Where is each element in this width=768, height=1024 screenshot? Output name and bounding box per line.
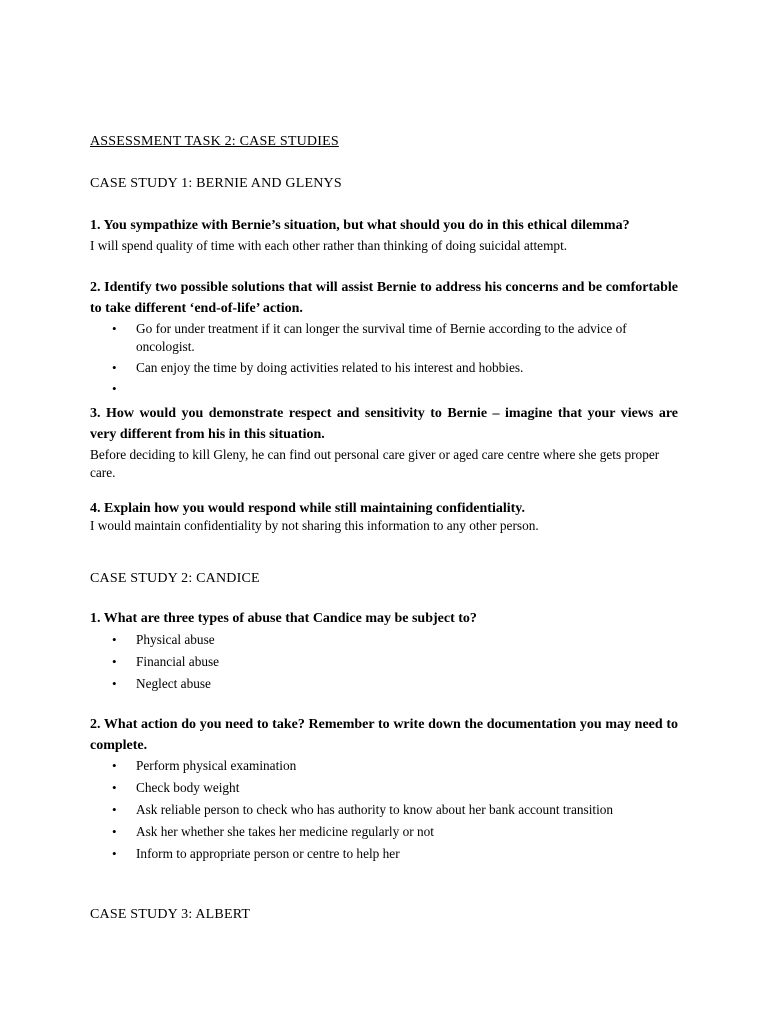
document-title: ASSESSMENT TASK 2: CASE STUDIES <box>90 134 339 149</box>
case1-q2-bullet-list <box>90 320 678 396</box>
list-item: • Perform physical examination <box>112 758 297 773</box>
case-study-3-heading: CASE STUDY 3: ALBERT <box>90 907 251 922</box>
bullet-icon: • <box>112 824 117 839</box>
bullet-icon: • <box>112 676 117 691</box>
case2-question-1: 1. What are three types of abuse that Candice may be subject to? <box>90 611 477 626</box>
bullet-icon: • <box>112 758 117 773</box>
list-item: • Check body weight <box>112 780 240 795</box>
case2-q2-bullet-list <box>90 757 690 863</box>
case2-question-2: 2. What action do you need to take? Remember to write down the documentation you may need to complete. <box>90 717 678 753</box>
case1-question-3: 3. How would you demonstrate respect and sensitivity to Bernie – imagine that your views are very different from his in this situation. <box>90 406 678 442</box>
list-item: • Financial abuse <box>112 654 220 669</box>
case2-q1-bullet-list <box>90 631 690 693</box>
bullet-icon: • <box>112 360 117 375</box>
case1-question-4: 4. Explain how you would respond while still maintaining confidentiality. <box>90 501 526 516</box>
bullet-icon: • <box>112 780 117 795</box>
bullet-icon: • <box>112 381 117 396</box>
case1-answer-3: Before deciding to kill Gleny, he can find out personal care giver or aged care centre where she gets proper care. <box>90 447 660 480</box>
case1-question-1: 1. You sympathize with Bernie’s situation, but what should you do in this ethical dilemma? <box>90 218 630 233</box>
list-item: • Go for under treatment if it can longer the survival time of Bernie according to the advice of oncologist. <box>112 321 627 354</box>
list-item: • Can enjoy the time by doing activities related to his interest and hobbies. <box>112 360 524 375</box>
bullet-icon: • <box>112 654 117 669</box>
case1-answer-4: I would maintain confidentiality by not sharing this information to any other person. <box>90 518 539 533</box>
list-item: • Ask reliable person to check who has authority to know about her bank account transition <box>112 802 614 817</box>
case1-question-2: 2. Identify two possible solutions that will assist Bernie to address his concerns and be comfortable to take different ‘end-of-life’ action. <box>90 280 678 316</box>
case-study-1-heading: CASE STUDY 1: BERNIE AND GLENYS <box>90 176 342 191</box>
bullet-icon: • <box>112 632 117 647</box>
list-item: • Ask her whether she takes her medicine regularly or not <box>112 824 434 839</box>
bullet-icon: • <box>112 846 117 861</box>
bullet-icon: • <box>112 321 117 336</box>
list-item: • Physical abuse <box>112 632 215 647</box>
bullet-icon: • <box>112 802 117 817</box>
list-item: • Neglect abuse <box>112 676 211 691</box>
case-study-2-heading: CASE STUDY 2: CANDICE <box>90 571 260 586</box>
list-item: • Inform to appropriate person or centre to help her <box>112 846 400 861</box>
case1-answer-1: I will spend quality of time with each other rather than thinking of doing suicidal attempt. <box>90 238 568 253</box>
